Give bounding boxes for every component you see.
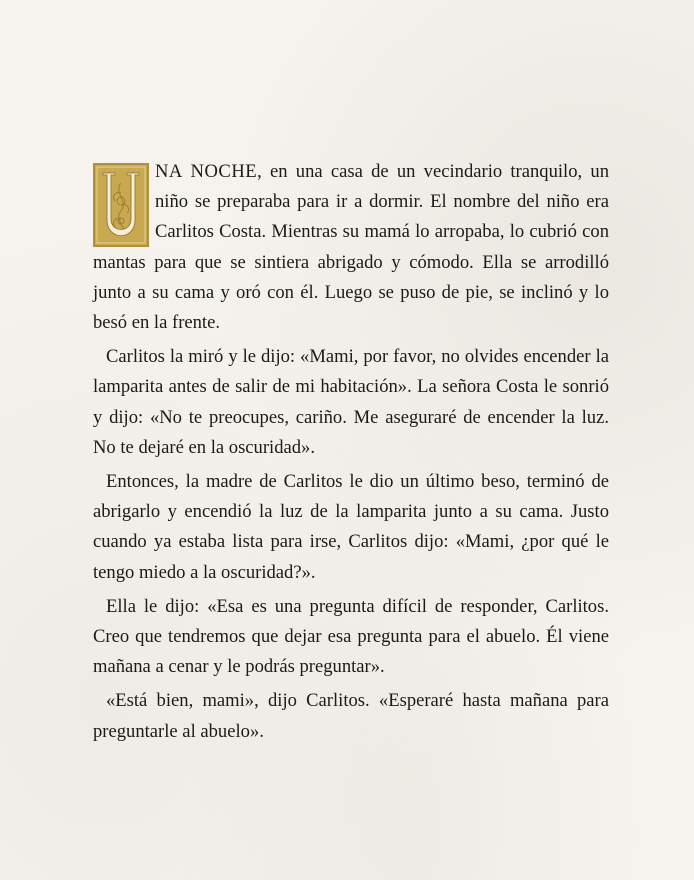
- paragraph-4: Ella le dijo: «Esa es una pregunta difícil de responder, Carlitos. Creo que tendremos que dejar esa pregunta para el abuelo. Él viene mañana a cenar y le podrás preguntar».: [93, 595, 609, 678]
- dropcap-letter: [93, 247, 94, 248]
- ornate-initial-U-icon: [93, 163, 149, 247]
- paragraph-3: Entonces, la madre de Carlitos le dio un último beso, terminó de abrigarlo y encendió la luz de la lamparita junto a su cama. Justo cuando ya estaba lista para irse, Carlitos dijo: «Mami, ¿por qué le tengo miedo a la oscuridad?».: [93, 471, 609, 583]
- story-text: [93, 157, 609, 751]
- paragraph-5: «Está bien, mami», dijo Carlitos. «Esperaré hasta mañana para preguntarle al abuelo».: [93, 690, 609, 742]
- paragraph-1: [93, 157, 609, 338]
- paragraph-2: Carlitos la miró y le dijo: «Mami, por favor, no olvides encender la lamparita antes de salir de mi habitación». La señora Costa le sonrió y dijo: «No te preocupes, cariño. Me aseguraré de encender la luz. No te dejaré en la oscuridad».: [93, 346, 609, 458]
- opening-words: NA NOCHE: [155, 161, 258, 182]
- paragraph-1-text: , en una casa de un vecindario tranquilo, un niño se preparaba para ir a dormir. El nombre del niño era Carlitos Costa. Mientras su mamá lo arropaba, lo cubrió con mantas para que se sintiera abrigado y cómodo. Ella se arrodilló junto a su cama y oró con él. Luego se puso de pie, se inclinó y lo besó en la frente.: [93, 161, 609, 334]
